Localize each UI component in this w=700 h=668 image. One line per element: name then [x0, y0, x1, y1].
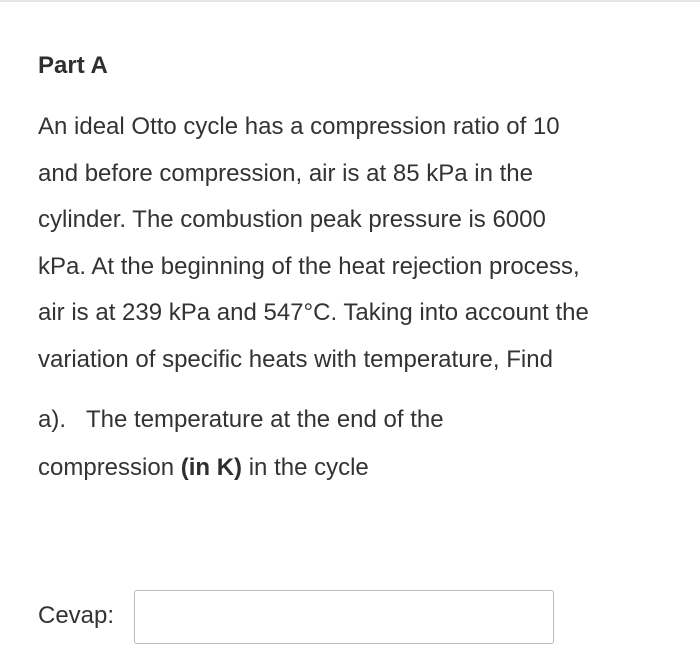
question-text: [38, 104, 668, 383]
sub-question-text-suffix: in the cycle: [242, 454, 369, 481]
part-title: Part A: [38, 52, 108, 79]
sub-question-line: [38, 396, 668, 444]
answer-label: Cevap:: [38, 602, 115, 629]
question-line: and before compression, air is at 85 kPa in the: [38, 159, 533, 187]
sub-question: [38, 396, 668, 492]
sub-question-line: [38, 444, 668, 492]
sub-question-label: a).: [38, 406, 67, 433]
question-line: air is at 239 kPa and 547°C. Taking into account the: [38, 299, 589, 326]
top-divider: [0, 0, 700, 2]
question-line: kPa. At the beginning of the heat rejection process,: [38, 252, 580, 280]
unit-emphasis: (in K): [180, 454, 243, 481]
sub-question-text: The temperature at the end of the: [86, 406, 444, 433]
question-line: cylinder. The combustion peak pressure is 6000: [38, 206, 546, 233]
question-line: variation of specific heats with temperature, Find: [38, 345, 553, 373]
answer-input[interactable]: [134, 590, 554, 644]
question-line: An ideal Otto cycle has a compression ratio of 10: [38, 113, 560, 140]
sub-question-text-prefix: compression: [38, 454, 181, 481]
